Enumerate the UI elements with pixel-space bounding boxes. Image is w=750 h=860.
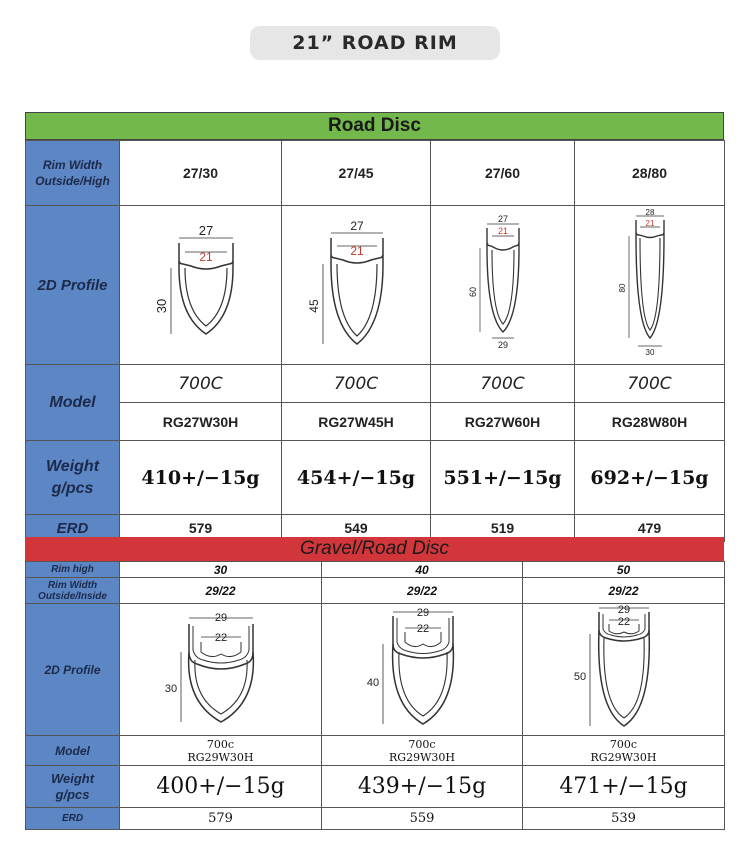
erd-cell: 519	[431, 515, 575, 542]
dim-outer: 28	[645, 208, 654, 217]
dim-outer: 27	[198, 223, 213, 238]
size-cell: 28/80	[575, 141, 725, 206]
profile-cell	[523, 604, 725, 736]
gravel-table	[25, 561, 725, 830]
road-disc-header: Road Disc	[25, 112, 724, 140]
rim-profile-diagram	[432, 206, 574, 359]
model-script-cell: 700C	[120, 365, 282, 403]
road-disc-table	[25, 140, 725, 542]
label-erd: ERD	[26, 515, 120, 542]
dim-bottom: 29	[497, 340, 508, 350]
model-cell: 700c RG29W30H	[120, 736, 322, 766]
dim-height: 30	[164, 683, 177, 695]
weight-cell: 471+/−15g	[523, 766, 725, 808]
dim-outer: 27	[349, 219, 364, 233]
profile-cell	[282, 206, 431, 365]
dim-outer: 29	[617, 604, 630, 616]
weight-cell: 410+/−15g	[120, 441, 282, 515]
size-cell: 27/45	[282, 141, 431, 206]
dim-inner: 22	[617, 616, 630, 628]
model-cell: 700c RG29W30H	[322, 736, 523, 766]
rim-width-cell: 29/22	[322, 578, 523, 604]
model-cell: 700c RG29W30H	[523, 736, 725, 766]
page-title: 21” ROAD RIM	[250, 26, 500, 60]
rim-profile-diagram	[576, 206, 724, 359]
rim-high-cell: 40	[322, 562, 523, 578]
rim-profile-diagram	[524, 604, 724, 730]
model-script-cell: 700C	[431, 365, 575, 403]
profile-cell	[431, 206, 575, 365]
dim-height: 30	[153, 298, 169, 314]
erd-cell: 579	[120, 515, 282, 542]
label-2d-profile: 2D Profile	[26, 604, 120, 736]
model-code-cell: RG28W80H	[575, 403, 725, 441]
size-cell: 27/60	[431, 141, 575, 206]
size-cell: 27/30	[120, 141, 282, 206]
rim-profile-diagram	[121, 206, 281, 359]
rim-width-cell: 29/22	[523, 578, 725, 604]
dim-height: 60	[467, 286, 478, 298]
label-weight: Weight g/pcs	[26, 441, 120, 515]
dim-height: 45	[306, 299, 321, 313]
profile-cell	[120, 206, 282, 365]
dim-height: 80	[617, 283, 627, 293]
dim-outer: 27	[497, 214, 508, 224]
rim-profile-diagram	[283, 206, 430, 359]
profile-cell	[575, 206, 725, 365]
gravel-road-disc-header: Gravel/Road Disc	[25, 537, 724, 561]
erd-cell: 549	[282, 515, 431, 542]
model-script-cell: 700C	[575, 365, 725, 403]
dim-height: 50	[573, 671, 586, 683]
erd-cell: 539	[523, 808, 725, 830]
profile-cell	[322, 604, 523, 736]
dim-inner: 21	[198, 250, 213, 264]
label-erd: ERD	[26, 808, 120, 830]
label-rim-high: Rim high	[26, 562, 120, 578]
dim-inner: 21	[349, 244, 364, 258]
label-model: Model	[26, 365, 120, 441]
rim-width-cell: 29/22	[120, 578, 322, 604]
dim-outer: 29	[214, 612, 227, 624]
weight-cell: 692+/−15g	[575, 441, 725, 515]
weight-cell: 400+/−15g	[120, 766, 322, 808]
erd-cell: 579	[120, 808, 322, 830]
erd-cell: 559	[322, 808, 523, 830]
model-code-cell: RG27W30H	[120, 403, 282, 441]
erd-cell: 479	[575, 515, 725, 542]
rim-profile-diagram	[121, 604, 321, 730]
label-rim-width: Rim Width Outside/High	[26, 141, 120, 206]
dim-inner: 21	[497, 226, 508, 236]
model-code-cell: RG27W60H	[431, 403, 575, 441]
model-code-cell: RG27W45H	[282, 403, 431, 441]
model-script-cell: 700C	[282, 365, 431, 403]
rim-high-cell: 50	[523, 562, 725, 578]
profile-cell	[120, 604, 322, 736]
weight-cell: 439+/−15g	[322, 766, 523, 808]
rim-high-cell: 30	[120, 562, 322, 578]
weight-cell: 551+/−15g	[431, 441, 575, 515]
label-2d-profile: 2D Profile	[26, 206, 120, 365]
label-model: Model	[26, 736, 120, 766]
dim-inner: 21	[645, 219, 654, 228]
dim-outer: 29	[416, 607, 429, 619]
dim-inner: 22	[214, 632, 227, 644]
dim-bottom: 30	[645, 348, 654, 357]
label-rim-width: Rim Width Outside/Inside	[26, 578, 120, 604]
rim-profile-diagram	[323, 604, 522, 730]
dim-inner: 22	[416, 623, 429, 635]
weight-cell: 454+/−15g	[282, 441, 431, 515]
label-weight: Weight g/pcs	[26, 766, 120, 808]
dim-height: 40	[366, 677, 379, 689]
